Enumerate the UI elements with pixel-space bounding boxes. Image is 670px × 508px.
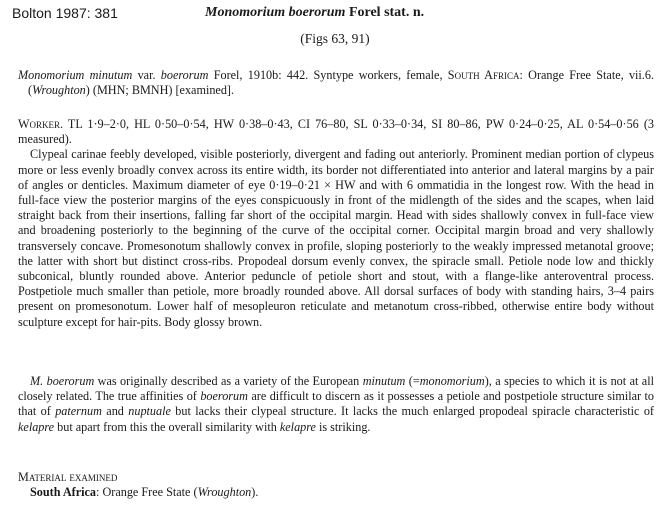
variety-name: boerorum [160,68,209,82]
worker-description [18,117,654,330]
worker-measurements: . TL 1·9–2·0, HL 0·50–0·54, HW 0·38–0·43, CI 76–80, SL 0·33–0·34, SI 80–86, PW 0·24–0·25, AL 0·54–0·56 (3 measured). [18,117,654,147]
material-entry: South Africa: Orange Free State (Wroughton). [30,485,259,499]
country-name: South Africa [447,68,520,82]
collector-name: Wroughton [32,83,86,98]
figure-reference: (Figs 63, 91) [300,31,370,46]
material-heading: Material examined [18,470,118,484]
species-name: Monomorium boerorum [205,5,346,20]
material-collector: Wroughton [197,485,252,499]
synonym-taxon: Monomorium minutum [18,68,133,82]
species-title [205,4,424,22]
taxonomic-status: stat. n. [384,5,425,20]
source-citation: Bolton 1987: 381 [12,5,118,21]
material-country: South Africa [30,485,97,499]
worker-label: Worker [18,117,61,131]
synonymy-entry: Monomorium minutum var. boerorum Forel, 1910b: 442. Syntype workers, female, South Africa: Orange Free State, vii.6. (Wroughton) (MHN; BMNH) [examined]. [18,68,654,98]
worker-diagnosis: Clypeal carinae feebly developed, visible posteriorly, divergent and fading out anteriorly. Prominent median portion of clypeus more or less evenly broadly convex across its entire width, its border not differentiated into anterior and lateral margins by a pair of angles or denticles. Maximum diameter of eye 0·19–0·21 × HW and with 6 ommatidia in the longest row. With the head in full-face view the posterior margins of the eyes conspicuously in front of the midlength of the sides and the scapes, when laid straight back from their insertions, falling far short of the occipital margin. Head with sides shallowly convex in full-face view and broadening posteriorly to the beginning of the curve of the occipital corner. Occipital margin broad and very shallowly transversely concave. Promesonotum shallowly convex in profile, sloping posteriorly to the weakly impressed metanotal groove; the latter with short but distinct cross-ribs. Propodeal dorsum evenly convex, the spiracle small. Petiole node low and thickly subconical, bluntly rounded above. Anterior peduncle of petiole short and stout, with a flange-like anteroventral process. Postpetiole much smaller than petiole, more broadly rounded above. All dorsal surfaces of body with standing hairs, 3–4 pairs present on promesonotum. Lower half of mesopleuron reticulate and metanotum cross-ribbed, otherwise entire body without sculpture except for hair-pits. Body glossy brown. [18,147,654,329]
remarks-paragraph: M. boerorum was originally described as a variety of the European minutum (=monomorium), a species to which it is not at all closely related. The true affinities of boerorum are difficult to discern as it possesses a petiole and postpetiole structure similar to that of paternum and nuptuale but lacks their clypeal structure. It lacks the much enlarged propodeal spiracle characteristic of kelapre but apart from this the overall similarity with kelapre is striking. [18,374,654,434]
species-author: Forel [345,5,385,20]
